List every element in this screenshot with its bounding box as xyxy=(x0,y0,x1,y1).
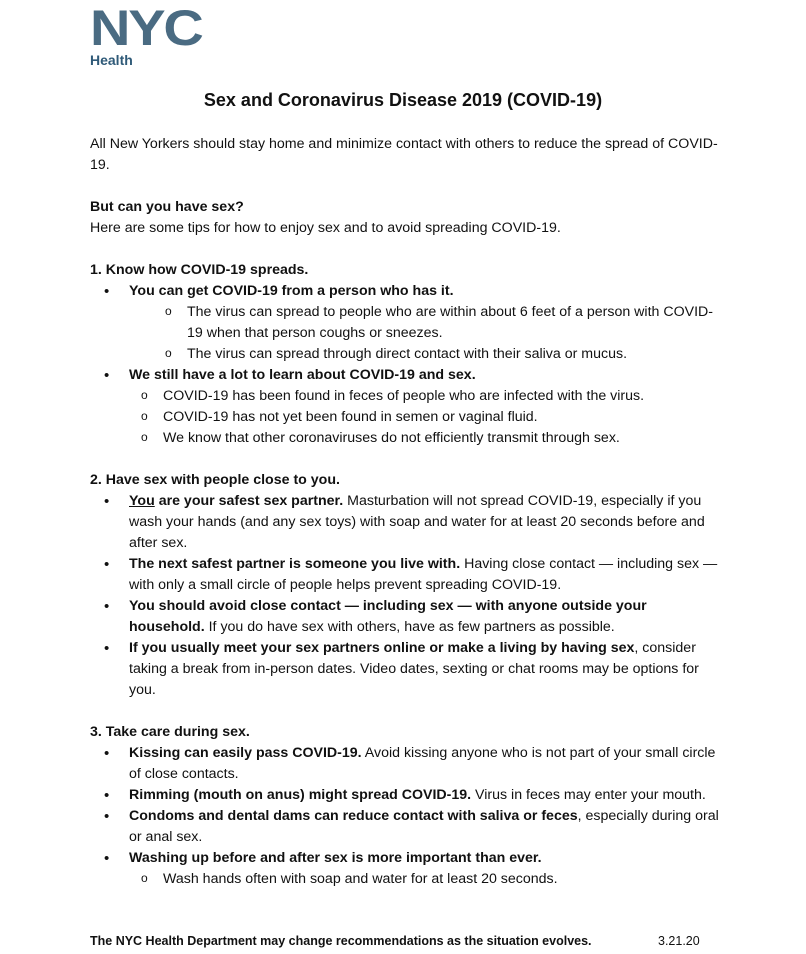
health-logo-text: Health xyxy=(90,52,133,68)
section-3-heading: 3. Take care during sex. xyxy=(90,724,250,740)
sub-list-item: o COVID-19 has not yet been found in semen or vaginal fluid. xyxy=(129,407,720,428)
sub-list xyxy=(129,386,720,449)
sub-list-item: o COVID-19 has been found in feces of people who are infected with the virus. xyxy=(129,386,720,407)
bullet-text: Having close contact — including sex — with only a small circle of people helps prevent spreading COVID-19. xyxy=(129,556,718,593)
bullet-bold-text: You should avoid close contact — including sex — with anyone outside your household. xyxy=(129,598,647,635)
list-item xyxy=(90,365,720,449)
bullet-text: , especially during oral or anal sex. xyxy=(129,808,719,845)
list-item xyxy=(90,848,720,890)
list-item xyxy=(90,491,720,554)
sub-list-item: o Wash hands often with soap and water for at least 20 seconds. xyxy=(129,869,720,890)
bullet-text: , consider taking a break from in-person dates. Video dates, sexting or chat rooms may be options for you. xyxy=(129,640,699,698)
bullet-text: If you do have sex with others, have as few partners as possible. xyxy=(204,619,615,635)
bullet-text: Masturbation will not spread COVID-19, especially if you wash your hands (and any sex toys) with soap and water for at least 20 seconds before and after sex. xyxy=(129,493,705,551)
question-text: Here are some tips for how to enjoy sex and to avoid spreading COVID-19. xyxy=(90,220,561,236)
footer-date: 3.21.20 xyxy=(658,934,700,948)
document-body xyxy=(90,134,720,890)
list-item xyxy=(90,743,720,785)
bullet-bold-text: are your safest sex partner. xyxy=(154,493,344,509)
bullet-bold-text: If you usually meet your sex partners online or make a living by having sex xyxy=(129,640,635,656)
sub-list-item: o The virus can spread through direct contact with their saliva or mucus. xyxy=(129,344,720,365)
bullet-underlined-text: You xyxy=(129,493,155,509)
list-item xyxy=(90,638,720,701)
section-1-heading: 1. Know how COVID-19 spreads. xyxy=(90,262,309,278)
bullet-bold-text: Kissing can easily pass COVID-19. xyxy=(129,745,362,761)
sub-list-item: o We know that other coronaviruses do not efficiently transmit through sex. xyxy=(129,428,720,449)
bullet-bold-text: The next safest partner is someone you live with. xyxy=(129,556,461,572)
list-item xyxy=(90,596,720,638)
nyc-health-logo xyxy=(90,0,222,68)
list-item xyxy=(90,281,720,365)
footer-note: The NYC Health Department may change recommendations as the situation evolves. xyxy=(90,934,592,948)
bullet-bold-text: Condoms and dental dams can reduce contact with saliva or feces xyxy=(129,808,578,824)
nyc-logo-mark: NYC xyxy=(90,0,202,56)
section-2-list xyxy=(90,491,720,701)
list-item xyxy=(90,785,720,806)
section-3-list xyxy=(90,743,720,890)
sub-list-item: o The virus can spread to people who are within about 6 feet of a person with COVID-19 when that person coughs or sneezes. xyxy=(129,302,720,344)
document-title: Sex and Coronavirus Disease 2019 (COVID-19) xyxy=(203,90,603,110)
section-1-list xyxy=(90,281,720,449)
bullet-bold-text: You can get COVID-19 from a person who has it. xyxy=(129,283,454,299)
question-heading: But can you have sex? xyxy=(90,199,244,215)
bullet-text: Avoid kissing anyone who is not part of your small circle of close contacts. xyxy=(129,745,716,782)
section-2-heading: 2. Have sex with people close to you. xyxy=(90,472,340,488)
bullet-bold-text: Rimming (mouth on anus) might spread COVID-19. xyxy=(129,787,472,803)
bullet-bold-text: Washing up before and after sex is more important than ever. xyxy=(129,850,542,866)
intro-paragraph: All New Yorkers should stay home and minimize contact with others to reduce the spread of COVID-19. xyxy=(90,136,718,173)
list-item xyxy=(90,806,720,848)
list-item xyxy=(90,554,720,596)
bullet-text: Virus in feces may enter your mouth. xyxy=(471,787,706,803)
sub-list xyxy=(129,302,720,365)
footer xyxy=(90,932,710,950)
bullet-bold-text: We still have a lot to learn about COVID-19 and sex. xyxy=(129,367,476,383)
sub-list xyxy=(129,869,720,890)
